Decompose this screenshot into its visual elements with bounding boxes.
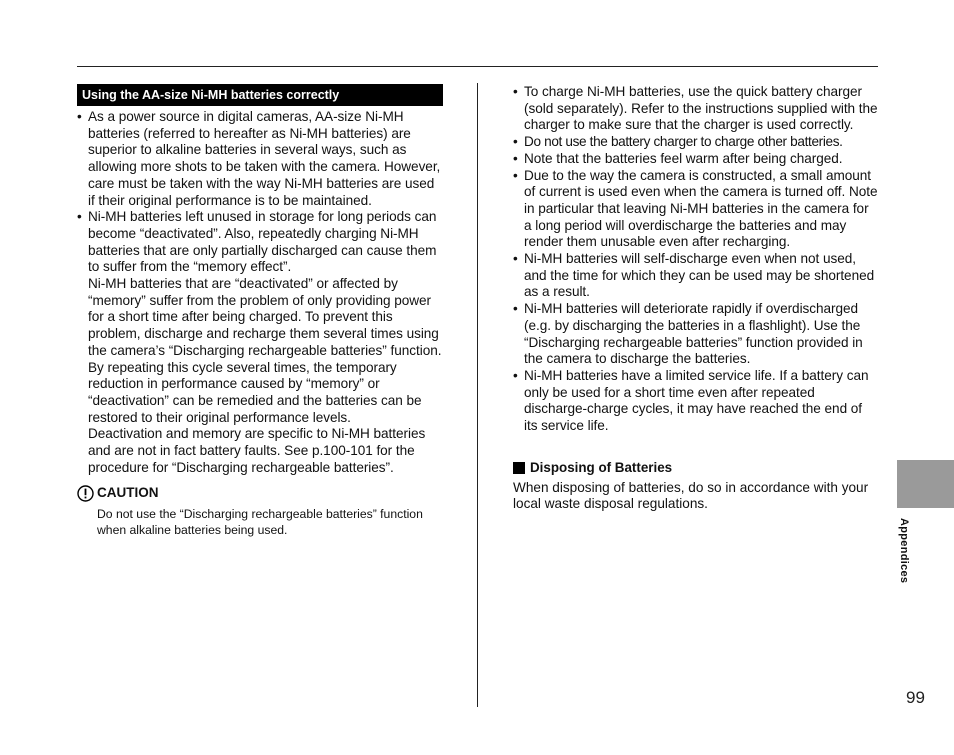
- bullet-paragraph: As a power source in digital cameras, AA-size Ni-MH batteries (referred to hereafter as Ni-MH batteries) are superior to alkaline batteries in several ways, such as allowing more shots to be taken with the camera. However, care must be taken with the way Ni-MH batteries are used if their original performance is to be maintained.: [88, 109, 441, 208]
- page-number: 99: [906, 688, 925, 707]
- bullet-paragraph: Ni-MH batteries will deteriorate rapidly if overdischarged (e.g. by discharging the batteries in a flashlight). Use the “Discharging rechargeable batteries” function provided in the camera to discharge the batteries.: [524, 301, 863, 367]
- bullet-dot: •: [513, 167, 518, 183]
- left-bullet-list: [77, 109, 443, 476]
- right-column: [513, 84, 879, 513]
- column-divider: [477, 83, 478, 707]
- right-bullet-list: [513, 84, 879, 435]
- top-rule: [77, 66, 878, 67]
- list-item: [77, 209, 443, 476]
- bullet-dot: •: [513, 301, 518, 317]
- bullet-dot: •: [513, 367, 518, 383]
- disposal-heading-text: Disposing of Batteries: [530, 459, 673, 475]
- list-item: [513, 151, 879, 168]
- caution-text: Do not use the “Discharging rechargeable batteries” function when alkaline batteries being used.: [97, 507, 423, 537]
- list-item: [513, 368, 879, 435]
- caution-icon: [77, 485, 94, 502]
- caution-heading: [77, 484, 443, 502]
- disposal-heading: [513, 459, 879, 477]
- section-tab-marker: [897, 460, 954, 508]
- bullet-paragraph: Deactivation and memory are specific to Ni-MH batteries and are not in fact battery faults. See p.100-101 for the procedure for “Discharging rechargeable batteries”.: [88, 426, 426, 475]
- caution-label: CAUTION: [97, 485, 159, 501]
- square-bullet-icon: [513, 462, 525, 474]
- bullet-paragraph: Ni-MH batteries that are “deactivated” or affected by “memory” suffer from the problem of only providing power for a short time after being charged. To prevent this problem, discharge and recharge them several times using the camera’s “Discharging rechargeable batteries” function. By repeating this cycle several times, the temporary reduction in performance caused by “memory” or “deactivation” can be remedied and the batteries can be restored to their original performance levels.: [88, 276, 442, 425]
- section-heading: Using the AA-size Ni-MH batteries correctly: [77, 84, 443, 106]
- bullet-dot: •: [77, 109, 82, 124]
- bullet-paragraph: To charge Ni-MH batteries, use the quick battery charger (sold separately). Refer to the instructions supplied with the charger to make sure that the charger is used correctly.: [524, 84, 878, 133]
- bullet-dot: •: [513, 134, 518, 150]
- bullet-paragraph: Ni-MH batteries left unused in storage for long periods can become “deactivated”. Also, repeatedly charging Ni-MH batteries that are only partially discharged can cause them to suffer from the “memory effect”.: [88, 209, 437, 275]
- disposal-text: When disposing of batteries, do so in accordance with your local waste disposal regulations.: [513, 479, 869, 512]
- bullet-paragraph: Ni-MH batteries have a limited service life. If a battery can only be used for a short time even after repeated discharge-charge cycles, it may have reached the end of its service life.: [524, 367, 869, 434]
- list-item: [513, 251, 879, 301]
- bullet-paragraph: Ni-MH batteries will self-discharge even when not used, and the time for which they can be used may be shortened as a result.: [524, 251, 875, 300]
- bullet-dot: •: [513, 84, 518, 99]
- left-column: [77, 84, 443, 538]
- bullet-paragraph: Note that the batteries feel warm after being charged.: [524, 150, 843, 166]
- list-item: [513, 134, 879, 151]
- bullet-dot: •: [77, 209, 82, 225]
- bullet-paragraph: Due to the way the camera is constructed, a small amount of current is used even when the camera is turned off. Note in particular that leaving Ni-MH batteries in the camera for a long period will overdischarge the batteries and may render them unusable even after recharging.: [524, 167, 878, 250]
- section-side-label: Appendices: [898, 518, 910, 584]
- bullet-paragraph: Do not use the battery charger to charge other batteries.: [524, 134, 843, 150]
- list-item: [77, 109, 443, 209]
- bullet-dot: •: [513, 150, 518, 166]
- bullet-dot: •: [513, 251, 518, 267]
- list-item: [513, 84, 879, 134]
- list-item: [513, 168, 879, 252]
- list-item: [513, 301, 879, 368]
